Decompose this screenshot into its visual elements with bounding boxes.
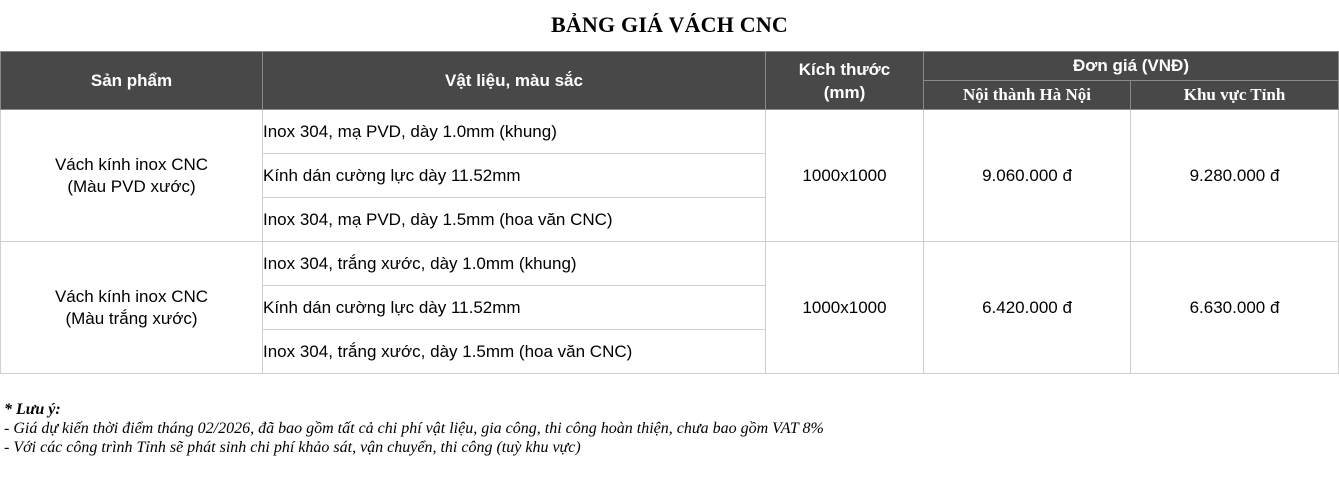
material-cell: Inox 304, trắng xước, dày 1.0mm (khung) [263, 242, 766, 286]
product-variant: (Màu PVD xước) [67, 176, 196, 196]
price-province-cell: 9.280.000 đ [1131, 110, 1339, 242]
header-price-hanoi: Nội thành Hà Nội [924, 81, 1131, 110]
header-size-line1: Kích thước [798, 59, 891, 79]
material-cell: Inox 304, mạ PVD, dày 1.5mm (hoa văn CNC) [263, 198, 766, 242]
header-size [766, 52, 924, 110]
material-cell: Kính dán cường lực dày 11.52mm [263, 286, 766, 330]
header-price-province: Khu vực Tỉnh [1131, 81, 1339, 110]
header-size-line2: (mm) [823, 82, 866, 102]
price-province-cell: 6.630.000 đ [1131, 242, 1339, 374]
notes-section [4, 400, 824, 457]
header-product: Sản phẩm [1, 52, 263, 110]
price-hanoi-cell: 9.060.000 đ [924, 110, 1131, 242]
size-cell: 1000x1000 [766, 110, 924, 242]
notes-title: * Lưu ý: [4, 401, 61, 418]
table-row [1, 242, 1339, 286]
table-header-row [1, 52, 1339, 81]
material-cell: Inox 304, trắng xước, dày 1.5mm (hoa văn CNC) [263, 330, 766, 374]
product-cell [1, 110, 263, 242]
price-hanoi-cell: 6.420.000 đ [924, 242, 1131, 374]
table-row [1, 110, 1339, 154]
header-material: Vật liệu, màu sắc [263, 52, 766, 110]
product-variant: (Màu trắng xước) [65, 308, 198, 328]
note-line: - Giá dự kiến thời điểm tháng 02/2026, đã bao gồm tất cả chi phí vật liệu, gia công, thi công hoàn thiện, chưa bao gồm VAT 8% [4, 420, 824, 437]
product-cell [1, 242, 263, 374]
material-cell: Kính dán cường lực dày 11.52mm [263, 154, 766, 198]
note-line: - Với các công trình Tỉnh sẽ phát sinh chi phí khảo sát, vận chuyển, thi công (tuỳ khu vực) [4, 439, 581, 456]
material-cell: Inox 304, mạ PVD, dày 1.0mm (khung) [263, 110, 766, 154]
page-title: BẢNG GIÁ VÁCH CNC [550, 12, 789, 37]
size-cell: 1000x1000 [766, 242, 924, 374]
product-name: Vách kính inox CNC [54, 286, 209, 306]
product-name: Vách kính inox CNC [54, 154, 209, 174]
header-price-group: Đơn giá (VNĐ) [924, 52, 1339, 81]
price-table [0, 51, 1339, 374]
